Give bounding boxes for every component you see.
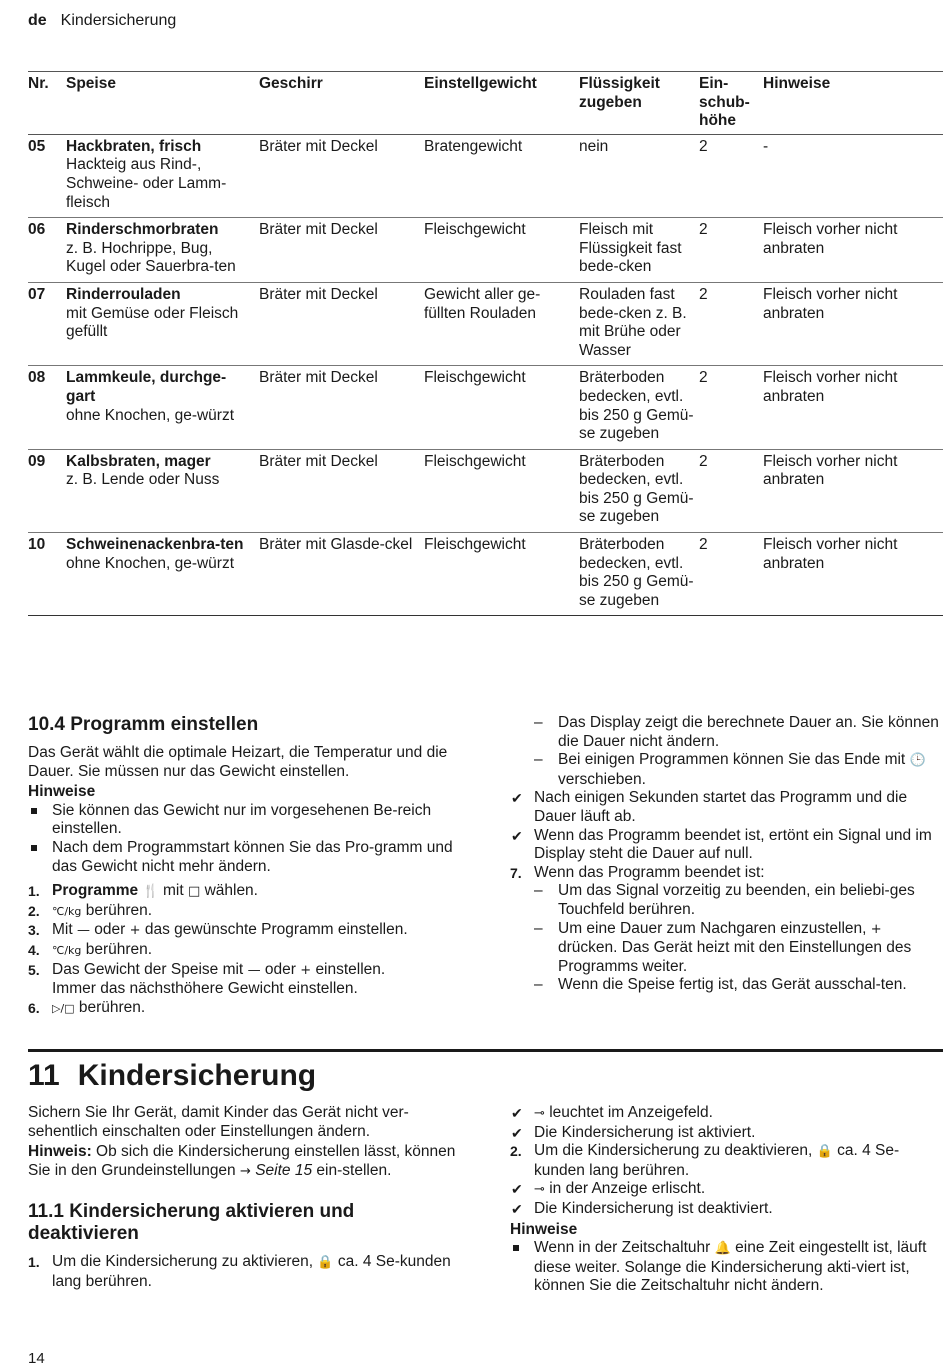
step-number: 5. bbox=[28, 961, 40, 978]
clock-icon: 🕒 bbox=[909, 753, 926, 769]
dish-name: Kalbsbraten, mager bbox=[66, 452, 211, 470]
dish-name: Hackbraten, frisch bbox=[66, 137, 202, 155]
step-number: 2. bbox=[28, 902, 40, 919]
notes-cell: Fleisch vorher nicht anbraten bbox=[763, 218, 943, 283]
key-icon: ⊸ bbox=[534, 1106, 545, 1121]
step-3 bbox=[28, 921, 458, 941]
lock-icon: 🔒 bbox=[317, 1255, 334, 1271]
step-text: oder bbox=[264, 960, 296, 978]
dash-text: Um eine Dauer zum Nachgaren einzustellen, bbox=[558, 919, 867, 937]
step-6 bbox=[28, 999, 458, 1019]
note-text: eine Zeit eingestellt ist, läuft diese weiter. Solange die Kindersicherung akti-viert ist, können Sie die Zeitschaltuhr nicht ändern. bbox=[534, 1239, 927, 1295]
section-11-right bbox=[510, 1104, 940, 1296]
step-4 bbox=[28, 941, 458, 961]
cookware-cell: Bräter mit Deckel bbox=[259, 218, 424, 283]
language-code: de bbox=[28, 12, 47, 29]
programme-label: Programme bbox=[52, 882, 139, 900]
step-text: ca. 4 Se-kunden lang berühren. bbox=[52, 1253, 451, 1290]
chapter-rule bbox=[28, 1049, 943, 1052]
table-row bbox=[28, 134, 943, 217]
result-item bbox=[510, 789, 940, 826]
square-icon: □ bbox=[187, 884, 201, 900]
steps-list bbox=[28, 1253, 458, 1291]
minus-icon: — bbox=[76, 923, 90, 939]
hint-text: ein-stellen. bbox=[316, 1161, 392, 1179]
dish-description: z. B. Lende oder Nuss bbox=[66, 471, 220, 489]
dash-text: Um das Signal vorzeitig zu beenden, ein beliebi-ges Touchfeld berühren. bbox=[558, 882, 915, 918]
dish-cell bbox=[66, 366, 259, 449]
dash-text: drücken. Das Gerät heizt mit den Einstellungen des Programms weiter. bbox=[558, 939, 912, 975]
dash-item: – Wenn die Speise fertig ist, das Gerät ausschal-ten. bbox=[534, 976, 907, 994]
weight-cell: Fleischgewicht bbox=[424, 533, 579, 616]
column-header: Hinweise bbox=[763, 72, 943, 135]
liquid-cell: Bräterboden bedecken, evtl. bis 250 g Gemü-se zugeben bbox=[579, 449, 699, 532]
step-text: berühren. bbox=[85, 940, 153, 958]
check-icon: ✔ bbox=[511, 1181, 523, 1198]
running-header bbox=[28, 12, 176, 31]
recipe-table bbox=[28, 71, 943, 616]
shelf-level-cell: 2 bbox=[699, 533, 763, 616]
step-text: Um die Kindersicherung zu deaktivieren, bbox=[534, 1142, 813, 1160]
note-text: Wenn in der Zeitschaltuhr bbox=[534, 1239, 711, 1257]
steps-list bbox=[510, 1142, 940, 1180]
table-row bbox=[28, 449, 943, 532]
dish-name: Lammkeule, durchge-gart bbox=[66, 369, 227, 405]
step-1 bbox=[28, 1253, 458, 1291]
liquid-cell: nein bbox=[579, 134, 699, 217]
step-1 bbox=[28, 882, 458, 902]
header-title: Kindersicherung bbox=[60, 12, 177, 29]
table-row bbox=[28, 533, 943, 616]
intro-text: Das Gerät wählt die optimale Heizart, die Temperatur und die Dauer. Sie müssen nur das Gewicht einstellen. bbox=[28, 744, 448, 780]
chapter-number: 11 bbox=[28, 1059, 60, 1092]
step-5 bbox=[28, 961, 458, 999]
column-header: Geschirr bbox=[259, 72, 424, 135]
step-number: 2. bbox=[510, 1143, 522, 1160]
step-text: berühren. bbox=[78, 998, 146, 1016]
chapter-title: Kindersicherung bbox=[77, 1059, 317, 1092]
notes-cell: Fleisch vorher nicht anbraten bbox=[763, 449, 943, 532]
steps-list bbox=[28, 882, 458, 1018]
notes-cell: Fleisch vorher nicht anbraten bbox=[763, 533, 943, 616]
check-icon: ✔ bbox=[511, 1200, 523, 1217]
notes-cell: Fleisch vorher nicht anbraten bbox=[763, 366, 943, 449]
liquid-cell: Bräterboden bedecken, evtl. bis 250 g Gemü-se zugeben bbox=[579, 366, 699, 449]
step-number: 1. bbox=[28, 1254, 40, 1271]
row-number: 08 bbox=[28, 366, 66, 449]
temp-weight-icon: ℃/kg bbox=[52, 904, 82, 918]
result-text: in der Anzeige erlischt. bbox=[549, 1180, 706, 1198]
notes-list bbox=[510, 1239, 940, 1296]
dish-name: Schweinenackenbra-ten bbox=[66, 536, 244, 554]
column-header: Einstellgewicht bbox=[424, 72, 579, 135]
shelf-level-cell: 2 bbox=[699, 134, 763, 217]
liquid-cell: Rouladen fast bede-cken z. B. mit Brühe oder Wasser bbox=[579, 282, 699, 365]
check-icon: ✔ bbox=[511, 1105, 523, 1121]
step-text: Mit bbox=[52, 921, 73, 939]
temp-weight-icon: ℃/kg bbox=[52, 943, 82, 957]
step-7 bbox=[510, 864, 940, 883]
result-text: Die Kindersicherung ist aktiviert. bbox=[534, 1123, 756, 1141]
steps-list bbox=[510, 864, 940, 883]
dish-description: mit Gemüse oder Fleisch gefüllt bbox=[66, 304, 239, 341]
result-item bbox=[510, 1104, 940, 1124]
step-text: Wenn das Programm beendet ist: bbox=[534, 863, 765, 881]
weight-cell: Bratengewicht bbox=[424, 134, 579, 217]
bell-icon: 🔔 bbox=[714, 1241, 731, 1257]
hinweise-label: Hinweise bbox=[510, 1220, 578, 1238]
result-item bbox=[510, 1124, 940, 1143]
row-number: 05 bbox=[28, 134, 66, 217]
plus-icon: + bbox=[300, 962, 312, 978]
hint-text: Ob sich die Kindersicherung einstellen lässt, können Sie in den Grundeinstellungen bbox=[28, 1143, 456, 1179]
dish-name: Rinderrouladen bbox=[66, 285, 181, 303]
step-text: einstellen. bbox=[315, 960, 386, 978]
plus-icon: + bbox=[870, 921, 882, 937]
hinweise-label: Hinweise bbox=[28, 783, 96, 801]
dash-text: Das Display zeigt die berechnete Dauer an. Sie können die Dauer nicht ändern. bbox=[558, 714, 939, 750]
cookware-cell: Bräter mit Deckel bbox=[259, 282, 424, 365]
step-text: berühren. bbox=[85, 901, 153, 919]
start-stop-icon: ▷/□ bbox=[52, 1001, 75, 1015]
notes-cell: Fleisch vorher nicht anbraten bbox=[763, 282, 943, 365]
cookware-cell: Bräter mit Deckel bbox=[259, 366, 424, 449]
step-text: wählen. bbox=[204, 882, 258, 900]
check-icon: ✔ bbox=[511, 790, 523, 807]
key-icon: ⊸ bbox=[534, 1182, 545, 1198]
weight-cell: Gewicht aller ge-füllten Rouladen bbox=[424, 282, 579, 365]
result-item bbox=[510, 1200, 940, 1219]
table-header-row bbox=[28, 72, 943, 135]
result-text: Die Kindersicherung ist deaktiviert. bbox=[534, 1199, 773, 1217]
subsection-heading: 11.1 Kindersicherung aktivieren und deaktivieren bbox=[28, 1201, 355, 1245]
liquid-cell: Fleisch mit Flüssigkeit fast bede-cken bbox=[579, 218, 699, 283]
row-number: 10 bbox=[28, 533, 66, 616]
column-header: Flüssigkeit zugeben bbox=[579, 72, 699, 135]
step-text: oder bbox=[94, 921, 126, 939]
notes-cell: - bbox=[763, 134, 943, 217]
table-row bbox=[28, 366, 943, 449]
result-text: Nach einigen Sekunden startet das Programm und die Dauer läuft ab. bbox=[534, 789, 908, 825]
hint-label: Hinweis: bbox=[28, 1143, 92, 1161]
dish-description: z. B. Hochrippe, Bug, Kugel oder Sauerbra-ten bbox=[66, 239, 236, 276]
table-row bbox=[28, 218, 943, 283]
step-text: Immer das nächsthöhere Gewicht einstellen. bbox=[52, 980, 358, 998]
step-number: 3. bbox=[28, 922, 40, 939]
dash-item: – Das Display zeigt die berechnete Dauer an. Sie können die Dauer nicht ändern. bbox=[534, 714, 939, 750]
liquid-cell: Bräterboden bedecken, evtl. bis 250 g Gemü-se zugeben bbox=[579, 533, 699, 616]
minus-icon: — bbox=[247, 962, 261, 978]
shelf-level-cell: 2 bbox=[699, 449, 763, 532]
dish-description: ohne Knochen, ge-würzt bbox=[66, 554, 235, 572]
step-text: mit bbox=[162, 882, 184, 900]
dash-text: verschieben. bbox=[558, 770, 646, 788]
plus-icon: + bbox=[129, 923, 141, 939]
note-item: Nach dem Programmstart können Sie das Pro-gramm und das Gewicht nicht mehr ändern. bbox=[28, 839, 458, 876]
column-header: Speise bbox=[66, 72, 259, 135]
cookware-cell: Bräter mit Deckel bbox=[259, 134, 424, 217]
notes-list bbox=[28, 802, 458, 876]
step-number: 1. bbox=[28, 883, 40, 900]
column-header: Ein- schub- höhe bbox=[699, 72, 763, 135]
result-item bbox=[510, 1180, 940, 1200]
dish-cell bbox=[66, 282, 259, 365]
row-number: 06 bbox=[28, 218, 66, 283]
shelf-level-cell: 2 bbox=[699, 218, 763, 283]
cookware-cell: Bräter mit Glasde-ckel bbox=[259, 533, 424, 616]
step-text: Um die Kindersicherung zu aktivieren, bbox=[52, 1253, 314, 1271]
lock-icon: 🔒 bbox=[816, 1144, 833, 1160]
cutlery-icon: 🍴 bbox=[142, 884, 159, 900]
row-number: 07 bbox=[28, 282, 66, 365]
column-header: Nr. bbox=[28, 72, 66, 135]
result-text: Wenn das Programm beendet ist, ertönt ein Signal und im Display steht die Dauer auf null. bbox=[534, 826, 932, 863]
check-icon: ✔ bbox=[511, 827, 523, 844]
page-number: 14 bbox=[28, 1350, 45, 1367]
step-number: 7. bbox=[510, 864, 522, 881]
cookware-cell: Bräter mit Deckel bbox=[259, 449, 424, 532]
check-icon: ✔ bbox=[511, 1124, 523, 1141]
result-text: leuchtet im Anzeigefeld. bbox=[549, 1104, 713, 1121]
note-item: Sie können das Gewicht nur im vorgesehenen Be-reich einstellen. bbox=[28, 802, 458, 839]
result-item bbox=[510, 827, 940, 864]
dash-item: – Um das Signal vorzeitig zu beenden, ein beliebi-ges Touchfeld berühren. bbox=[534, 882, 915, 918]
step-text: ca. 4 Se-kunden lang berühren. bbox=[534, 1142, 900, 1179]
dash-item: – Bei einigen Programmen können Sie das Ende mit 🕒 verschieben. bbox=[534, 751, 926, 788]
section-10-4-left bbox=[28, 714, 458, 1018]
dish-cell bbox=[66, 134, 259, 217]
page-reference-link[interactable]: Seite 15 bbox=[255, 1161, 313, 1179]
table-body bbox=[28, 134, 943, 616]
step-text: Das Gewicht der Speise mit bbox=[52, 960, 244, 978]
section-heading: 10.4 Programm einstellen bbox=[28, 714, 259, 735]
dish-name: Rinderschmorbraten bbox=[66, 221, 219, 239]
shelf-level-cell: 2 bbox=[699, 366, 763, 449]
shelf-level-cell: 2 bbox=[699, 282, 763, 365]
section-11-left bbox=[28, 1104, 458, 1292]
chapter-heading bbox=[28, 1058, 316, 1094]
dish-cell bbox=[66, 218, 259, 283]
note-item bbox=[510, 1239, 940, 1296]
step-text: das gewünschte Programm einstellen. bbox=[144, 921, 408, 939]
dish-cell bbox=[66, 449, 259, 532]
step-2 bbox=[510, 1142, 940, 1180]
step-number: 6. bbox=[28, 999, 40, 1016]
dish-description: ohne Knochen, ge-würzt bbox=[66, 406, 235, 424]
table-row bbox=[28, 282, 943, 365]
section-10-4-right bbox=[510, 714, 940, 995]
step-2 bbox=[28, 902, 458, 922]
dash-item: – Um eine Dauer zum Nachgaren einzustellen, + drücken. Das Gerät heizt mit den Einstellungen des Programms weiter. bbox=[534, 919, 912, 975]
weight-cell: Fleischgewicht bbox=[424, 366, 579, 449]
dash-text: Wenn die Speise fertig ist, das Gerät ausschal-ten. bbox=[558, 976, 907, 994]
dash-text: Bei einigen Programmen können Sie das Ende mit bbox=[558, 751, 906, 769]
step-number: 4. bbox=[28, 941, 40, 958]
row-number: 09 bbox=[28, 449, 66, 532]
hint-paragraph bbox=[28, 1143, 458, 1181]
weight-cell: Fleischgewicht bbox=[424, 218, 579, 283]
dish-description: Hackteig aus Rind-, Schweine- oder Lamm-fleisch bbox=[66, 156, 227, 211]
dish-cell bbox=[66, 533, 259, 616]
intro-text: Sichern Sie Ihr Gerät, damit Kinder das Gerät nicht ver-sehentlich einschalten oder Einstellungen ändern. bbox=[28, 1104, 409, 1140]
arrow-right-icon: → bbox=[240, 1163, 251, 1179]
weight-cell: Fleischgewicht bbox=[424, 449, 579, 532]
